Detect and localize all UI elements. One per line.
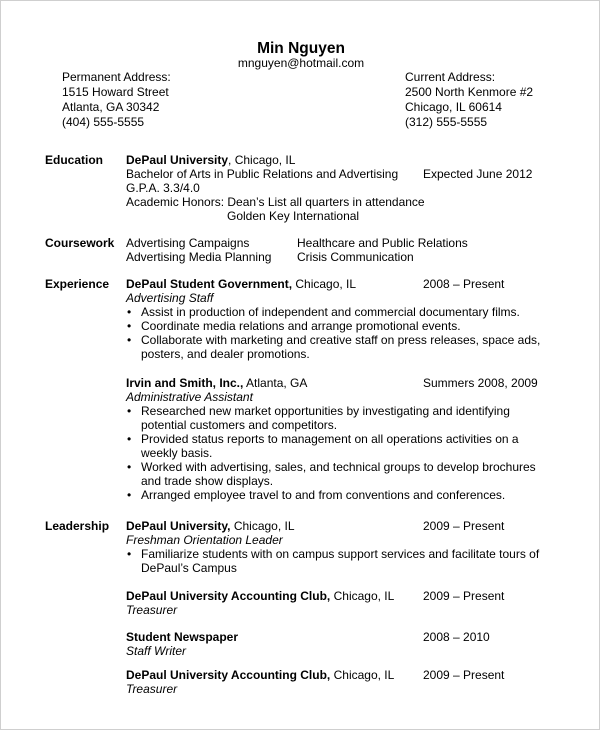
role-title: Treasurer — [126, 603, 178, 617]
course-item: Crisis Communication — [297, 250, 414, 264]
leadership-label: Leadership — [45, 519, 110, 533]
role-location: Chicago, IL — [330, 668, 395, 682]
role-title: Treasurer — [126, 682, 178, 696]
role-location: Chicago, IL — [230, 519, 295, 533]
degree: Bachelor of Arts in Public Relations and Advertising — [126, 167, 399, 181]
role-org-line — [126, 589, 394, 603]
role-location: Chicago, IL — [330, 589, 395, 603]
current-phone: (312) 555-5555 — [405, 115, 488, 129]
academic-honors: Academic Honors: Dean’s List all quarters in attendance — [126, 195, 425, 209]
role-org: DePaul University Accounting Club, — [126, 589, 331, 603]
graduation-date: Expected June 2012 — [423, 167, 533, 181]
job-org: DePaul Student Government, — [126, 277, 293, 291]
bullet-item: • Coordinate media relations and arrange promotional events. — [126, 319, 556, 333]
role-org-line — [126, 630, 238, 644]
school-location: , Chicago, IL — [228, 153, 296, 167]
bullet-item: • Researched new market opportunities by investigating and identifying potential customers and competitors. — [126, 404, 556, 432]
bullet-item: • Familiarize students with on campus support services and facilitate tours of DePaul’s Campus — [126, 547, 556, 575]
bullet-item: • Provided status reports to management on all operations activities on a weekly basis. — [126, 432, 556, 460]
gpa: G.P.A. 3.3/4.0 — [126, 181, 200, 195]
job-title: Advertising Staff — [126, 291, 214, 305]
permanent-city: Atlanta, GA 30342 — [62, 100, 160, 114]
coursework-label: Coursework — [45, 236, 115, 250]
course-item: Advertising Media Planning — [126, 250, 272, 264]
job-org: Irvin and Smith, Inc., — [126, 376, 244, 390]
role-title: Staff Writer — [126, 644, 187, 658]
course-item: Healthcare and Public Relations — [297, 236, 468, 250]
education-label: Education — [45, 153, 104, 167]
role-org-line — [126, 519, 295, 533]
role-date: 2008 – 2010 — [423, 630, 490, 644]
role-date: 2009 – Present — [423, 519, 505, 533]
bullet-item: • Collaborate with marketing and creative staff on press releases, space ads, posters, and dealer promotions. — [126, 333, 556, 361]
role-date: 2009 – Present — [423, 589, 505, 603]
job-location: Chicago, IL — [292, 277, 357, 291]
role-bullets — [126, 547, 556, 575]
job-date: 2008 – Present — [423, 277, 505, 291]
candidate-email: mnguyen@hotmail.com — [237, 56, 365, 70]
role-title: Freshman Orientation Leader — [126, 533, 283, 547]
job-bullets — [126, 305, 556, 361]
job-title: Administrative Assistant — [126, 390, 253, 404]
role-org-line — [126, 668, 394, 682]
academic-honors-2: Golden Key International — [227, 209, 360, 223]
job-location: Atlanta, GA — [243, 376, 308, 390]
course-item: Advertising Campaigns — [126, 236, 250, 250]
permanent-phone: (404) 555-5555 — [62, 115, 145, 129]
role-org: DePaul University Accounting Club, — [126, 668, 331, 682]
job-date: Summers 2008, 2009 — [423, 376, 538, 390]
role-org: Student Newspaper — [126, 630, 239, 644]
education-school-line — [126, 153, 295, 167]
bullet-item: • Worked with advertising, sales, and technical groups to develop brochures and trade show displays. — [126, 460, 556, 488]
permanent-address-label: Permanent Address: — [62, 70, 171, 84]
current-street: 2500 North Kenmore #2 — [405, 85, 534, 99]
job-bullets — [126, 404, 556, 502]
role-org: DePaul University, — [126, 519, 231, 533]
candidate-name: Min Nguyen — [257, 40, 345, 57]
school-name: DePaul University — [126, 153, 229, 167]
job-org-line — [126, 277, 356, 291]
bullet-item: • Arranged employee travel to and from conventions and conferences. — [126, 488, 556, 502]
experience-label: Experience — [45, 277, 110, 291]
permanent-street: 1515 Howard Street — [62, 85, 169, 99]
job-org-line — [126, 376, 307, 390]
bullet-item: • Assist in production of independent and commercial documentary films. — [126, 305, 556, 319]
role-date: 2009 – Present — [423, 668, 505, 682]
current-city: Chicago, IL 60614 — [405, 100, 502, 114]
current-address-label: Current Address: — [405, 70, 496, 84]
